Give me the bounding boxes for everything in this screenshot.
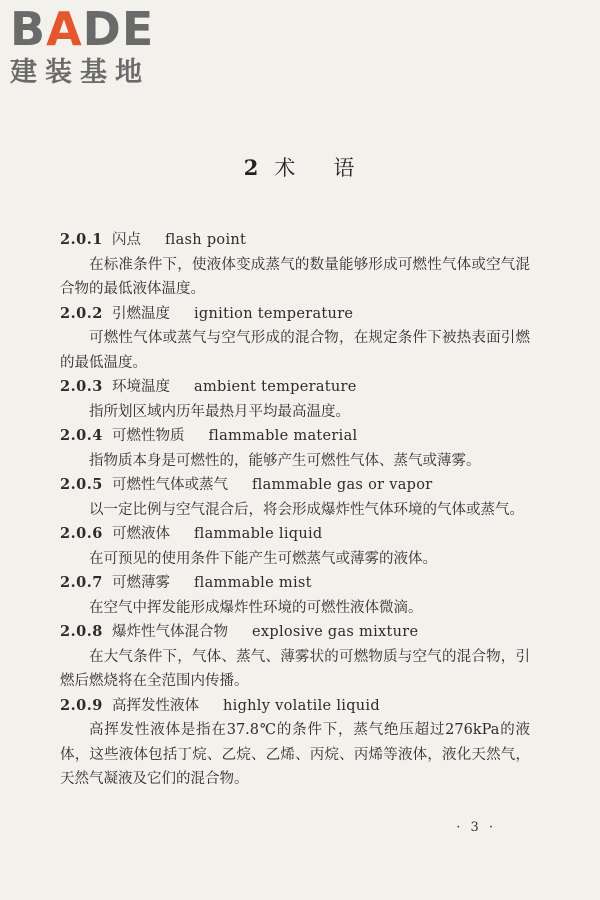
term-definition: 高挥发性液体是指在37.8℃的条件下，蒸气绝压超过276kPa的液体，这些液体包括丁烷、乙烷、乙烯、丙烷、丙烯等液体，液化天然气，天然气凝液及它们的混合物。 — [60, 722, 530, 787]
logo-letters-de: DE — [82, 2, 155, 56]
page-number: · 3 · — [456, 820, 496, 835]
terms-list — [60, 228, 530, 792]
term-number: 2.0.2 — [60, 304, 103, 322]
term-chinese: 可燃液体 — [112, 526, 170, 542]
chapter-title-part2: 语 — [333, 156, 357, 180]
term-entry — [60, 571, 530, 620]
term-heading — [60, 522, 530, 547]
term-english: flammable gas or vapor — [252, 477, 433, 493]
term-number: 2.0.3 — [60, 378, 103, 395]
term-heading — [60, 228, 530, 253]
chapter-title — [0, 152, 600, 182]
term-english: flammable material — [208, 428, 358, 444]
term-definition: 在标准条件下，使液体变成蒸气的数量能够形成可燃性气体或空气混合物的最低液体温度。 — [60, 256, 530, 297]
term-entry — [60, 424, 530, 473]
logo-subtitle: 建装基地 — [10, 57, 150, 88]
term-chinese: 可燃性物质 — [112, 428, 185, 444]
term-english: ambient temperature — [194, 379, 357, 395]
term-definition: 在可预见的使用条件下能产生可燃蒸气或薄雾的液体。 — [89, 550, 437, 567]
term-chinese: 可燃薄雾 — [112, 575, 170, 591]
logo-wordmark — [10, 4, 180, 54]
chapter-title-part1: 术 — [274, 156, 298, 180]
term-chinese: 高挥发性液体 — [112, 697, 199, 714]
bade-logo — [10, 4, 180, 90]
term-number: 2.0.8 — [60, 623, 103, 640]
term-heading — [60, 424, 530, 449]
term-entry — [60, 694, 530, 792]
term-chinese: 闪点 — [112, 232, 141, 248]
term-heading — [60, 302, 530, 327]
term-heading — [60, 571, 530, 596]
term-chinese: 爆炸性气体混合物 — [112, 624, 228, 640]
term-entry — [60, 228, 530, 302]
term-chinese: 引燃温度 — [112, 305, 170, 322]
term-chinese: 环境温度 — [112, 379, 170, 395]
term-definition: 以一定比例与空气混合后，将会形成爆炸性气体环境的气体或蒸气。 — [89, 501, 524, 518]
term-english: flash point — [165, 232, 247, 248]
term-english: explosive gas mixture — [252, 624, 419, 640]
term-number: 2.0.9 — [60, 696, 103, 714]
term-number: 2.0.6 — [60, 525, 103, 542]
term-english: flammable mist — [194, 575, 312, 591]
term-definition: 指物质本身是可燃性的，能够产生可燃性气体、蒸气或薄雾。 — [89, 452, 481, 469]
term-entry — [60, 302, 530, 376]
term-english: ignition temperature — [194, 305, 354, 322]
term-number: 2.0.7 — [60, 574, 103, 591]
logo-letter-a-accent: A — [46, 2, 83, 56]
term-heading — [60, 473, 530, 498]
term-definition: 可燃性气体或蒸气与空气形成的混合物，在规定条件下被热表面引燃的最低温度。 — [60, 330, 530, 371]
term-number: 2.0.5 — [60, 476, 103, 493]
term-heading — [60, 375, 530, 400]
term-number: 2.0.1 — [60, 231, 103, 248]
term-entry — [60, 473, 530, 522]
chapter-number: 2 — [243, 155, 261, 180]
term-english: flammable liquid — [194, 526, 323, 542]
term-heading — [60, 620, 530, 645]
term-entry — [60, 522, 530, 571]
logo-letter-b: B — [10, 2, 47, 56]
term-definition: 在大气条件下，气体、蒸气、薄雾状的可燃物质与空气的混合物，引燃后燃烧将在全范围内传播。 — [60, 648, 530, 689]
term-entry — [60, 620, 530, 694]
term-entry — [60, 375, 530, 424]
term-number: 2.0.4 — [60, 427, 103, 444]
term-english: highly volatile liquid — [223, 697, 380, 714]
term-definition: 在空气中挥发能形成爆炸性环境的可燃性液体微滴。 — [89, 599, 423, 616]
term-heading — [60, 694, 530, 719]
term-chinese: 可燃性气体或蒸气 — [112, 477, 228, 493]
term-definition: 指所划区域内历年最热月平均最高温度。 — [89, 403, 350, 420]
